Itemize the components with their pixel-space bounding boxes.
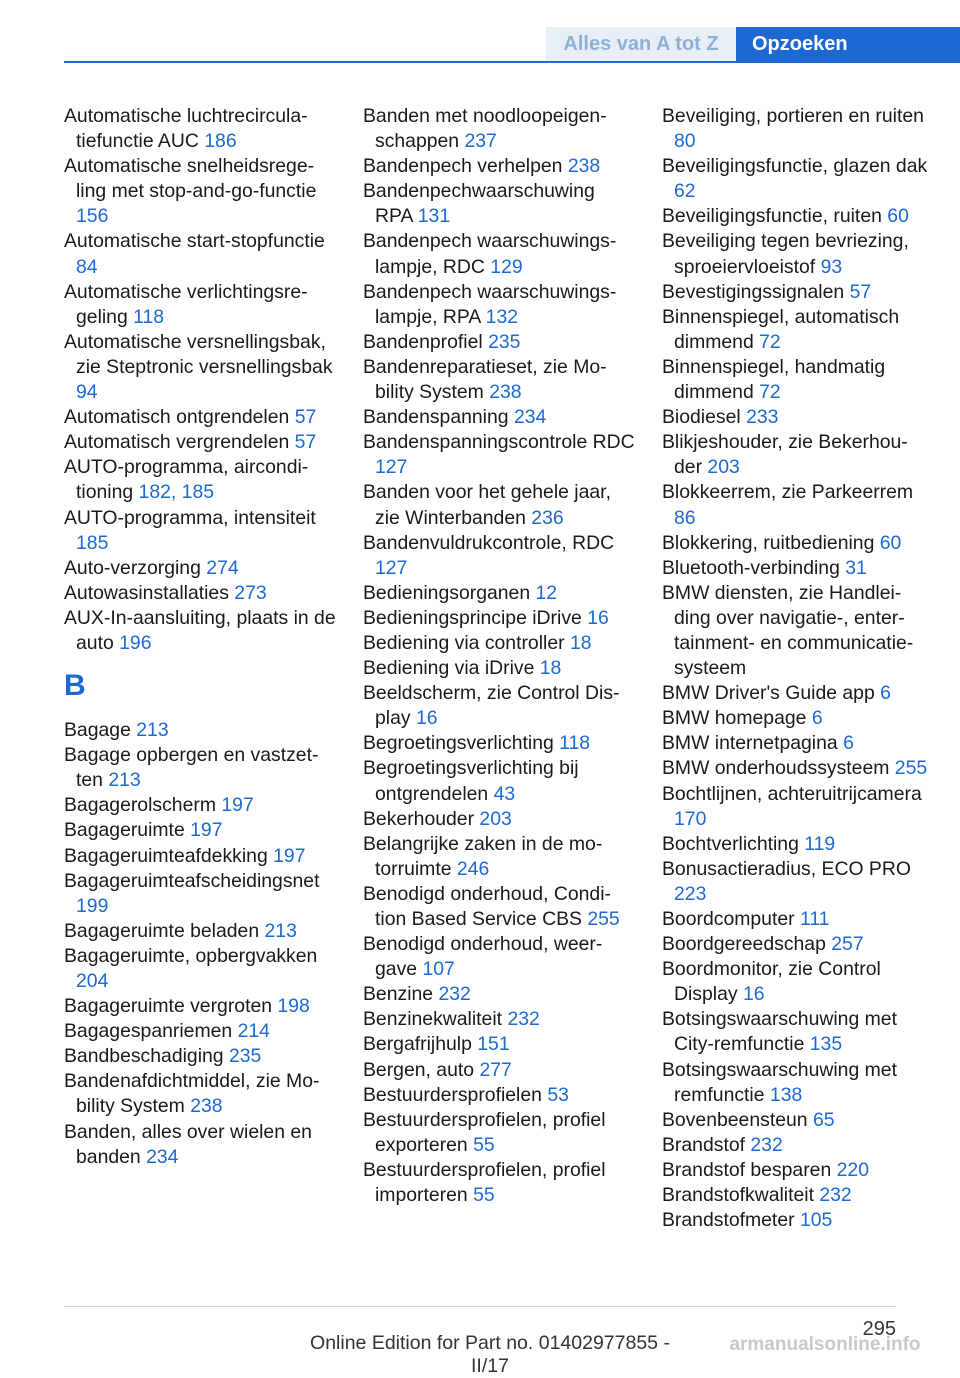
page-reference-link[interactable]: 127 <box>375 456 408 479</box>
index-entry <box>662 907 928 932</box>
index-entry <box>363 606 635 631</box>
page-reference-link[interactable]: 16 <box>742 983 765 1006</box>
index-term: Blokkeerrem, zie Parkeerrem <box>662 481 914 504</box>
page-reference-link[interactable]: 131 <box>417 205 451 228</box>
index-entry <box>363 681 635 731</box>
index-entry <box>662 1158 928 1183</box>
section-title: Alles van A tot Z <box>546 27 736 62</box>
page-reference-link[interactable]: 196 <box>119 631 152 654</box>
page-header <box>0 0 960 62</box>
index-entry <box>363 1032 635 1057</box>
index-term: Bagageruimteafdekking <box>64 844 274 867</box>
edition-note: Online Edition for Part no. 01402977855 - II/17 <box>310 1332 670 1377</box>
page-reference-link[interactable]: 127 <box>375 556 408 579</box>
page-reference-link[interactable]: 65 <box>812 1108 835 1131</box>
index-entry <box>662 480 928 530</box>
index-term: Benodigd onderhoud, weergave <box>363 933 603 981</box>
index-term: Bandenpech verhelpen <box>363 155 568 178</box>
index-entry <box>363 1007 635 1032</box>
page-reference-link[interactable]: 238 <box>567 155 601 178</box>
page-reference-link[interactable]: 197 <box>221 794 254 817</box>
page-reference-link[interactable]: 94 <box>76 381 98 404</box>
index-entry <box>662 430 928 480</box>
index-entry <box>64 743 336 793</box>
index-term: Banden, alles over wielen en banden <box>64 1120 312 1168</box>
page-reference-link[interactable]: 277 <box>479 1058 512 1081</box>
index-term: Begroetingsverlichting <box>363 732 560 755</box>
index-term: Beveiligingsfunctie, glazen dak <box>662 155 928 178</box>
page-reference-link[interactable]: 235 <box>228 1045 262 1068</box>
watermark: armanualsonline.info <box>729 1334 921 1355</box>
page-reference-link[interactable]: 213 <box>264 919 297 942</box>
index-term: Beveiligingsfunctie, ruiten <box>662 205 888 228</box>
index-entry <box>662 405 928 430</box>
index-term: Blikjeshouder, zie Bekerhouder <box>662 431 908 479</box>
index-term: Bagagerolscherm <box>64 794 222 817</box>
index-term: Bagageruimteafscheidingsnet <box>64 869 320 892</box>
index-term: Bovenbeensteun <box>662 1108 813 1131</box>
page-reference-link[interactable]: 197 <box>190 819 223 842</box>
index-entry <box>64 1069 336 1119</box>
page-reference-link[interactable]: 213 <box>136 719 169 742</box>
index-term: Bestuurdersprofielen <box>363 1083 548 1106</box>
page-reference-link[interactable]: 204 <box>76 970 109 992</box>
page-reference-link[interactable]: 234 <box>146 1145 179 1168</box>
page-reference-link[interactable]: 57 <box>849 280 872 303</box>
index-term: Banden met noodloopeigenschappen <box>363 105 607 153</box>
page-reference-link[interactable]: 237 <box>464 130 497 153</box>
page-reference-link[interactable]: 170 <box>674 807 707 830</box>
index-term: Autowasinstallaties <box>64 581 235 604</box>
index-entry <box>64 1019 336 1044</box>
page-reference-link[interactable]: 6 <box>880 682 891 705</box>
page-reference-link[interactable]: 72 <box>759 330 781 353</box>
index-term: Bagageruimte <box>64 819 191 842</box>
index-term: Bagage <box>64 719 137 742</box>
index-term: Bergen, auto <box>363 1058 480 1081</box>
index-term: BMW internetpagina <box>662 732 844 755</box>
index-term: Automatische verlichtingsregeling <box>64 280 308 328</box>
page-reference-link[interactable]: 274 <box>206 556 239 579</box>
page-reference-link[interactable]: 105 <box>799 1209 833 1232</box>
index-entry <box>662 581 928 681</box>
page-reference-link[interactable]: 119 <box>804 832 836 855</box>
page-reference-link[interactable]: 18 <box>569 631 592 654</box>
page-reference-link[interactable]: 132 <box>485 305 519 328</box>
index-term: Bagageruimte, opbergvakken <box>64 944 318 967</box>
index-term: Automatisch ontgrendelen <box>64 406 295 429</box>
page-reference-link[interactable]: 57 <box>294 406 317 429</box>
index-entry <box>363 154 635 179</box>
index-term: Benzinekwaliteit <box>363 1008 508 1031</box>
index-term: Benzine <box>363 983 439 1006</box>
page-reference-link[interactable]: 72 <box>759 381 781 404</box>
index-entry <box>363 330 635 355</box>
index-entry <box>662 731 928 756</box>
page-reference-link[interactable]: 18 <box>539 657 562 680</box>
index-entry <box>363 832 635 882</box>
index-entry <box>363 731 635 756</box>
index-entry <box>64 919 336 944</box>
page-reference-link[interactable]: 255 <box>587 908 620 930</box>
page-reference-link[interactable]: 111 <box>799 908 830 930</box>
index-term: Binnenspiegel, automatisch dimmend <box>662 305 900 353</box>
page-reference-link[interactable]: 118 <box>133 305 165 328</box>
header-divider <box>64 61 960 63</box>
page-reference-link[interactable]: 182, 185 <box>138 481 215 504</box>
footer-divider <box>64 1306 896 1307</box>
index-term: Bediening via iDrive <box>363 657 540 680</box>
page-reference-link[interactable]: 60 <box>879 531 902 554</box>
index-term: Bagage opbergen en vastzetten <box>64 744 319 792</box>
index-entry <box>363 882 635 932</box>
index-term: Bandenpechwaarschuwing RPA <box>363 180 595 228</box>
index-term: Bandenprofiel <box>363 330 489 353</box>
page-reference-link[interactable]: 238 <box>190 1095 223 1118</box>
page-reference-link[interactable]: 223 <box>674 882 707 905</box>
page-reference-link[interactable]: 16 <box>415 707 438 730</box>
index-entry <box>64 455 336 505</box>
page-reference-link[interactable]: 257 <box>831 933 864 956</box>
index-entry <box>662 1058 928 1108</box>
index-term: BMW diensten, zie Handleiding over navigatie-, entertainment- en communicatiesysteem <box>662 581 914 680</box>
index-letter-heading: B <box>64 669 86 703</box>
index-entry <box>363 1083 635 1108</box>
index-entry <box>363 430 635 480</box>
index-entry <box>662 355 928 405</box>
page-reference-link[interactable]: 151 <box>477 1033 510 1056</box>
page-reference-link[interactable]: 6 <box>811 707 823 730</box>
page-reference-link[interactable]: 233 <box>746 406 779 429</box>
index-entry <box>662 204 928 229</box>
page-reference-link[interactable]: 80 <box>674 130 696 153</box>
index-entry <box>363 229 635 279</box>
chapter-tab: Opzoeken <box>736 27 960 62</box>
index-term: Bandenspanningscontrole RDC <box>363 431 635 454</box>
index-entry <box>662 1208 928 1233</box>
page-reference-link[interactable]: 55 <box>473 1133 495 1156</box>
index-entry <box>662 556 928 581</box>
index-entry <box>64 1120 336 1170</box>
index-term: Bandenspanning <box>363 406 514 429</box>
index-term: Bedieningsprincipe iDrive <box>363 606 588 629</box>
index-term: Bonusactieradius, ECO PRO <box>662 857 911 880</box>
index-term: BMW onderhoudssysteem <box>662 757 895 780</box>
page-reference-link[interactable]: 232 <box>750 1133 783 1156</box>
page-reference-link[interactable]: 236 <box>531 506 564 529</box>
index-term: Brandstof <box>662 1133 751 1156</box>
index-entry <box>363 280 635 330</box>
index-entry <box>363 807 635 832</box>
page-reference-link[interactable]: 273 <box>234 581 267 604</box>
index-entry <box>64 944 336 994</box>
index-entry <box>662 531 928 556</box>
index-term: Automatische snelheidsregeling met stop-and-go-functie <box>64 155 317 203</box>
page-reference-link[interactable]: 232 <box>438 983 471 1006</box>
index-entry <box>363 179 635 229</box>
page-number: 295 <box>862 1318 896 1340</box>
index-term: Bekerhouder <box>363 807 480 830</box>
page-reference-link[interactable]: 203 <box>479 807 512 830</box>
page-reference-link[interactable]: 156 <box>76 205 109 228</box>
index-entry <box>363 1058 635 1083</box>
index-entry <box>662 782 928 832</box>
index-term: Bedieningsorganen <box>363 581 536 604</box>
index-entry <box>662 857 928 907</box>
page-reference-link[interactable]: 246 <box>456 857 490 880</box>
index-entry <box>64 556 336 581</box>
index-term: Automatische luchtrecirculatiefunctie AUC <box>64 105 308 153</box>
index-term: Automatische start-stopfunctie <box>64 230 325 253</box>
page-reference-link[interactable]: 186 <box>204 130 237 153</box>
index-entry <box>64 229 336 279</box>
index-term: Bandbeschadiging <box>64 1045 229 1068</box>
index-column-2 <box>363 104 635 1208</box>
page-reference-link[interactable]: 118 <box>559 732 591 755</box>
index-term: Automatische versnellingsbak, zie Steptronic versnellingsbak <box>64 330 333 378</box>
index-entry <box>64 280 336 330</box>
index-entry <box>64 104 336 154</box>
index-entry <box>662 104 928 154</box>
page-reference-link[interactable]: 255 <box>894 757 928 780</box>
index-term: Bagagespanriemen <box>64 1020 238 1043</box>
index-entry <box>64 405 336 430</box>
index-term: Beeldscherm, zie Control Display <box>363 682 620 730</box>
index-entry <box>363 756 635 806</box>
index-column-1 <box>64 104 336 1170</box>
index-entry <box>64 581 336 606</box>
index-entry <box>64 1044 336 1069</box>
index-entry <box>363 631 635 656</box>
index-entry <box>662 957 928 1007</box>
index-term: Botsingswaarschuwing met remfunctie <box>662 1058 897 1106</box>
page-reference-link[interactable]: 185 <box>76 531 109 554</box>
index-term: Bluetooth-verbinding <box>662 556 846 579</box>
index-entry <box>363 982 635 1007</box>
index-entry <box>64 869 336 919</box>
index-entry <box>662 1007 928 1057</box>
index-term: Automatisch vergrendelen <box>64 431 295 454</box>
page-reference-link[interactable]: 84 <box>76 255 98 278</box>
index-column-3 <box>662 104 928 1233</box>
index-term: Bergafrijhulp <box>363 1033 478 1056</box>
index-entry <box>363 531 635 581</box>
index-entry <box>64 718 336 743</box>
page-reference-link[interactable]: 43 <box>493 782 516 805</box>
page-reference-link[interactable]: 235 <box>488 330 521 353</box>
index-entry <box>64 330 336 405</box>
index-entry <box>363 932 635 982</box>
index-entry <box>662 1183 928 1208</box>
index-term: Begroetingsverlichting bij ontgrendelen <box>363 757 579 805</box>
index-term: Bestuurdersprofielen, profiel exporteren <box>363 1108 606 1156</box>
index-entry <box>363 405 635 430</box>
page-reference-link[interactable]: 238 <box>489 381 522 404</box>
index-entry <box>64 994 336 1019</box>
index-entry <box>662 1108 928 1133</box>
index-entry <box>662 706 928 731</box>
index-entry <box>363 1108 635 1158</box>
index-term: Beveiliging tegen bevriezing, sproeiervloeistof <box>662 230 909 278</box>
index-entry <box>662 932 928 957</box>
index-term: Bochtlijnen, achteruitrijcamera <box>662 782 922 805</box>
index-term: Belangrijke zaken in de motorruimte <box>363 832 603 880</box>
page-reference-link[interactable]: 232 <box>819 1184 852 1207</box>
index-entry <box>662 154 928 204</box>
index-term: BMW homepage <box>662 707 812 730</box>
index-term: Bandenafdichtmiddel, zie Mobility System <box>64 1070 320 1118</box>
index-entry <box>662 1133 928 1158</box>
page-reference-link[interactable]: 198 <box>277 995 310 1018</box>
page-reference-link[interactable]: 6 <box>843 732 854 755</box>
page-reference-link[interactable]: 138 <box>769 1083 803 1106</box>
index-term: Bestuurdersprofielen, profiel importeren <box>363 1158 606 1207</box>
index-entry <box>64 606 336 656</box>
index-term: Boordmonitor, zie Control Display <box>662 958 881 1006</box>
index-entry <box>662 832 928 857</box>
page-reference-link[interactable]: 31 <box>845 556 867 579</box>
page-reference-link[interactable]: 16 <box>587 606 609 629</box>
index-term: BMW Driver's Guide app <box>662 682 881 705</box>
index-term: Botsingswaarschuwing met City-remfunctie <box>662 1008 897 1056</box>
index-term: Brandstofkwaliteit <box>662 1184 820 1207</box>
index-term: Bandenpech waarschuwingslampje, RPA <box>363 280 617 328</box>
page-reference-link[interactable]: 93 <box>820 255 843 278</box>
page-reference-link[interactable]: 199 <box>76 894 109 917</box>
index-entry <box>662 280 928 305</box>
index-entry <box>662 756 928 781</box>
page-reference-link[interactable]: 135 <box>809 1033 843 1056</box>
index-term: Bandenpech waarschuwingslampje, RDC <box>363 230 617 278</box>
page-reference-link[interactable]: 60 <box>887 205 909 228</box>
page-reference-link[interactable]: 57 <box>294 431 317 454</box>
index-term: Brandstofmeter <box>662 1209 800 1232</box>
index-entry <box>363 656 635 681</box>
index-entry <box>64 506 336 556</box>
index-entry <box>363 480 635 530</box>
index-term: Bochtverlichting <box>662 832 805 855</box>
index-term: Boordcomputer <box>662 908 800 930</box>
index-term: Bandenreparatieset, zie Mobility System <box>363 355 607 404</box>
page-reference-link[interactable]: 53 <box>547 1083 569 1106</box>
index-term: Bevestigingssignalen <box>662 280 850 303</box>
index-term: Bandenvuldrukcontrole, RDC <box>363 531 615 554</box>
page-reference-link[interactable]: 12 <box>535 581 558 604</box>
index-entry <box>64 844 336 869</box>
page-reference-link[interactable]: 86 <box>674 506 696 529</box>
index-term: Bediening via controller <box>363 631 570 654</box>
index-entry <box>363 355 635 405</box>
index-entry <box>662 305 928 355</box>
page-reference-link[interactable]: 197 <box>273 844 306 867</box>
page-reference-link[interactable]: 213 <box>108 769 141 792</box>
index-entry <box>363 1158 635 1208</box>
index-term: AUTO-programma, airconditioning <box>64 456 309 504</box>
page-reference-link[interactable]: 55 <box>473 1184 495 1207</box>
index-entry <box>662 681 928 706</box>
index-entry <box>64 793 336 818</box>
index-entry <box>662 229 928 279</box>
page-reference-link[interactable]: 234 <box>513 406 547 429</box>
page-reference-link[interactable]: 220 <box>836 1158 869 1181</box>
page-reference-link[interactable]: 129 <box>490 255 523 278</box>
index-term: Bagageruimte vergroten <box>64 995 278 1018</box>
index-term: Biodiesel <box>662 406 747 429</box>
index-term: Banden voor het gehele jaar, zie Winterbanden <box>363 481 611 529</box>
index-term: Benodigd onderhoud, Condition Based Service CBS <box>363 882 611 930</box>
page-reference-link[interactable]: 203 <box>707 456 740 479</box>
index-entry <box>363 104 635 154</box>
index-term: AUTO-programma, intensiteit <box>64 506 316 529</box>
page-reference-link[interactable]: 62 <box>674 180 696 203</box>
index-term: AUX-In-aansluiting, plaats in de auto <box>64 606 336 654</box>
index-entry <box>363 581 635 606</box>
index-term: Beveiliging, portieren en ruiten <box>662 105 924 127</box>
index-term: Blokkering, ruitbediening <box>662 531 880 554</box>
page-reference-link[interactable]: 107 <box>422 958 455 981</box>
page-reference-link[interactable]: 232 <box>507 1008 540 1031</box>
index-term: Binnenspiegel, handmatig dimmend <box>662 355 886 404</box>
index-entry <box>64 430 336 455</box>
index-term: Auto-verzorging <box>64 556 207 579</box>
index-term: Boordgereedschap <box>662 933 832 956</box>
index-term: Brandstof besparen <box>662 1158 837 1181</box>
index-term: Bagageruimte beladen <box>64 919 265 942</box>
index-entry <box>64 154 336 229</box>
index-entry <box>64 818 336 843</box>
page-reference-link[interactable]: 214 <box>237 1020 270 1043</box>
